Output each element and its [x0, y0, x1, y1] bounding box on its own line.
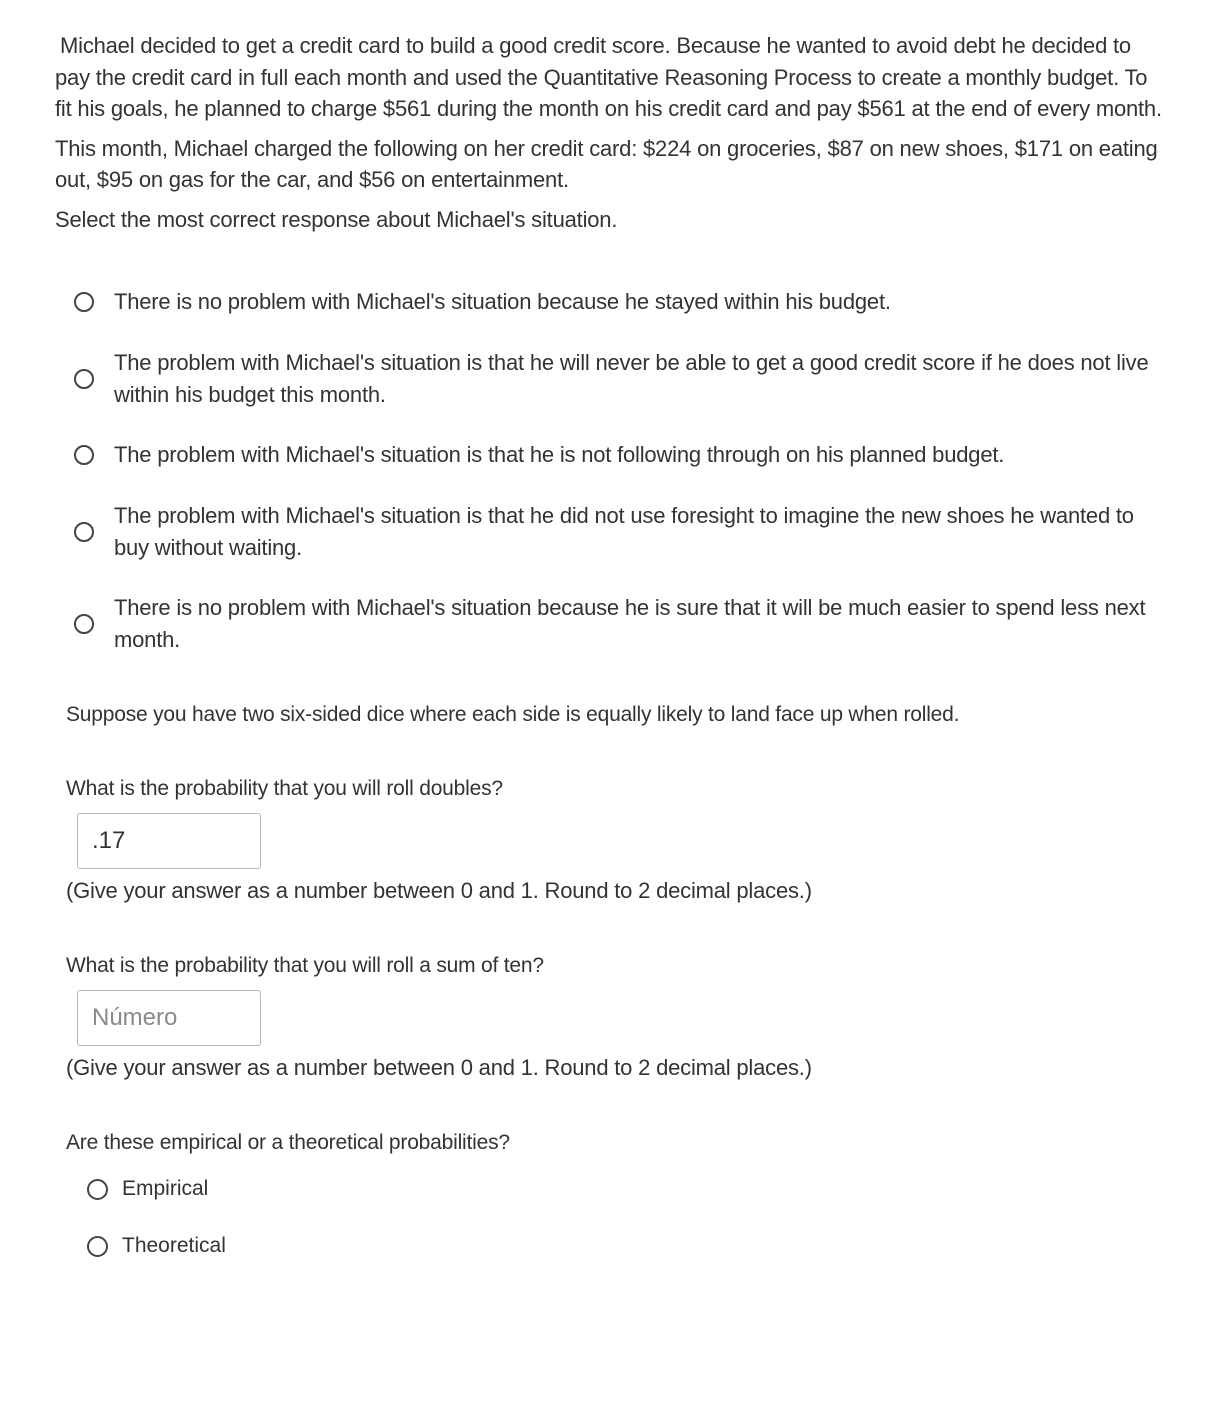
question-2-intro: Suppose you have two six-sided dice where each side is equally likely to land face up when rolled.: [66, 703, 960, 726]
option-label[interactable]: There is no problem with Michael's situation because he is sure that it will be much easier to spend less next month.: [114, 595, 1146, 652]
question-2b-hint: (Give your answer as a number between 0 and 1. Round to 2 decimal places.): [66, 1055, 812, 1080]
option-label[interactable]: There is no problem with Michael's situation because he stayed within his budget.: [114, 289, 891, 314]
radio-button[interactable]: [87, 1179, 108, 1200]
option-label[interactable]: Theoretical: [122, 1234, 226, 1257]
option-theoretical[interactable]: [87, 1234, 487, 1258]
option-label[interactable]: Empirical: [122, 1177, 209, 1200]
question-1-prompt: Select the most correct response about Michael's situation.: [55, 206, 618, 232]
question-2c-prompt: Are these empirical or a theoretical probabilities?: [66, 1131, 510, 1154]
radio-button[interactable]: [74, 292, 94, 312]
question-2a-hint: (Give your answer as a number between 0 and 1. Round to 2 decimal places.): [66, 878, 812, 903]
question-2a-prompt: What is the probability that you will roll doubles?: [66, 777, 503, 800]
option-label[interactable]: The problem with Michael's situation is that he will never be able to get a good credit score if he does not live within his budget this month.: [114, 350, 1149, 407]
radio-button[interactable]: [74, 522, 94, 542]
question-1-paragraph-2: This month, Michael charged the following on her credit card: $224 on groceries, $87 on new shoes, $171 on eating out, $95 on gas for the car, and $56 on entertainment.: [55, 135, 1158, 192]
option-empirical[interactable]: [87, 1177, 487, 1201]
question-1-text: [55, 30, 1165, 243]
question-1-option-5[interactable]: [74, 592, 1154, 656]
question-1-option-4[interactable]: [74, 500, 1154, 564]
question-1-option-1[interactable]: [74, 286, 1154, 318]
question-1-paragraph-1: Michael decided to get a credit card to build a good credit score. Because he wanted to avoid debt he decided to pay the credit card in full each month and used the Quantitative Reasoning Process to create a monthly budget. To fit his goals, he planned to charge $561 during the month on his credit card and pay $561 at the end of every month.: [55, 33, 1162, 121]
question-2b-prompt: What is the probability that you will roll a sum of ten?: [66, 954, 544, 977]
sum-ten-probability-input[interactable]: [77, 990, 261, 1046]
question-1-option-2[interactable]: [74, 347, 1154, 411]
radio-button[interactable]: [74, 445, 94, 465]
doubles-probability-input[interactable]: [77, 813, 261, 869]
option-label[interactable]: The problem with Michael's situation is that he is not following through on his planned budget.: [114, 442, 1005, 467]
radio-button[interactable]: [87, 1236, 108, 1257]
option-label[interactable]: The problem with Michael's situation is that he did not use foresight to imagine the new shoes he wanted to buy without waiting.: [114, 503, 1134, 560]
question-1-option-3[interactable]: [74, 439, 1154, 471]
radio-button[interactable]: [74, 369, 94, 389]
radio-button[interactable]: [74, 614, 94, 634]
